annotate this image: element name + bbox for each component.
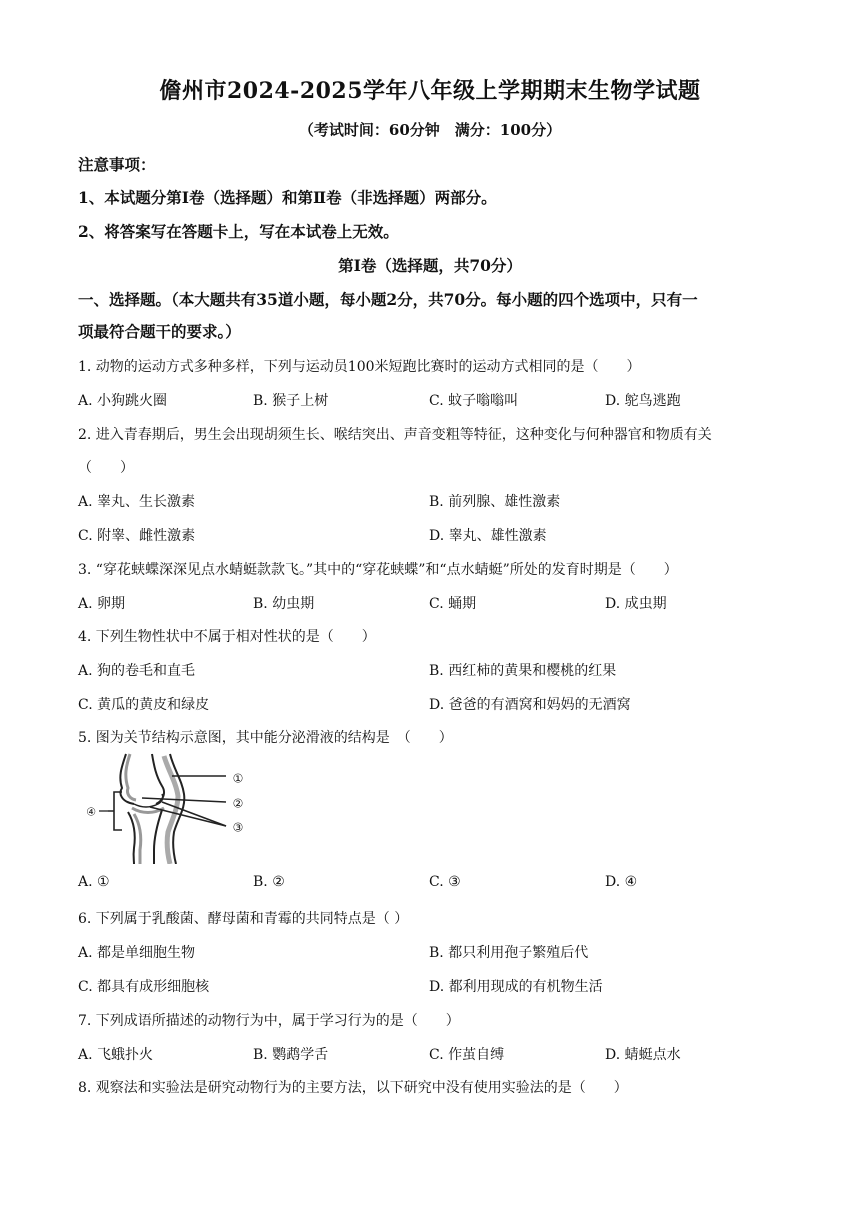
- label-4: ④: [86, 805, 96, 819]
- option-c[interactable]: C. ③: [429, 874, 461, 890]
- question-stem-cont: （ ）: [78, 460, 134, 476]
- section-intro-cont: 项最符合题干的要求。）: [78, 322, 241, 341]
- upper-bone-inner: [126, 754, 136, 800]
- leader-3a: [150, 807, 226, 826]
- exam-info: （考试时间：60分钟 满分：100分）: [298, 121, 562, 139]
- option-a[interactable]: A. 小狗跳火圈: [78, 393, 168, 409]
- option-b[interactable]: B. 西红柿的黄果和樱桃的红果: [429, 663, 617, 679]
- option-a[interactable]: A. 狗的卷毛和直毛: [78, 663, 196, 679]
- option-b[interactable]: B. 幼虫期: [253, 596, 315, 612]
- option-d[interactable]: D. 蜻蜓点水: [605, 1047, 681, 1063]
- question-stem: 6. 下列属于乳酸菌、酵母菌和青霉的共同特点是（ ）: [78, 911, 409, 927]
- lower-bone-right: [154, 810, 162, 864]
- notice-heading: 注意事项：: [78, 155, 156, 174]
- notice-item: 1、本试题分第Ⅰ卷（选择题）和第Ⅱ卷（非选择题）两部分。: [78, 188, 497, 207]
- section-intro: 一、选择题。（本大题共有35道小题，每小题2分，共70分。每小题的四个选项中，只有一: [78, 290, 698, 309]
- option-a[interactable]: A. 卵期: [78, 596, 126, 612]
- bracket-4: [108, 792, 122, 830]
- option-b[interactable]: B. 前列腺、雄性激素: [429, 494, 561, 510]
- page-title: 儋州市2024-2025学年八年级上学期期末生物学试题: [159, 78, 701, 104]
- option-d[interactable]: D. 鸵鸟逃跑: [605, 393, 681, 409]
- option-b[interactable]: B. ②: [253, 874, 285, 890]
- question-stem: 4. 下列生物性状中不属于相对性状的是（ ）: [78, 629, 376, 645]
- lower-bone-left: [128, 812, 135, 864]
- option-c[interactable]: C. 蛹期: [429, 596, 477, 612]
- question-stem: 2. 进入青春期后，男生会出现胡须生长、喉结突出、声音变粗等特征，这种变化与何种器官和物质有关: [78, 427, 712, 443]
- label-2: ②: [232, 796, 244, 811]
- option-c[interactable]: C. 都具有成形细胞核: [78, 979, 210, 995]
- question-stem: 8. 观察法和实验法是研究动物行为的主要方法，以下研究中没有使用实验法的是（ ）: [78, 1080, 628, 1096]
- question-stem: 1. 动物的运动方式多种多样，下列与运动员100米短跑比赛时的运动方式相同的是（ ）: [78, 359, 641, 375]
- option-b[interactable]: B. 鹦鹉学舌: [253, 1047, 329, 1063]
- option-a[interactable]: A. 飞蛾扑火: [78, 1047, 154, 1063]
- option-b[interactable]: B. 都只利用孢子繁殖后代: [429, 945, 589, 961]
- notice-item: 2、将答案写在答题卡上，写在本试卷上无效。: [78, 222, 399, 241]
- question-stem: 5. 图为关节结构示意图，其中能分泌滑液的结构是 （ ）: [78, 730, 453, 746]
- question-stem: 3. “穿花蛱蝶深深见点水蜻蜓款款飞。”其中的“穿花蛱蝶”和“点水蜻蜓”所处的发育时期是（ ）: [78, 562, 678, 578]
- option-c[interactable]: C. 作茧自缚: [429, 1047, 505, 1063]
- option-c[interactable]: C. 附睾、雌性激素: [78, 528, 196, 544]
- option-d[interactable]: D. 都利用现成的有机物生活: [429, 979, 603, 995]
- section-title: 第Ⅰ卷（选择题，共70分）: [338, 256, 522, 275]
- label-1: ①: [232, 771, 244, 786]
- option-a[interactable]: A. 睾丸、生长激素: [78, 494, 196, 510]
- option-a[interactable]: A. ①: [78, 874, 110, 890]
- joint-cavity: [134, 794, 163, 807]
- option-c[interactable]: C. 黄瓜的黄皮和绿皮: [78, 697, 210, 713]
- joint-structure-diagram: [78, 752, 278, 864]
- option-d[interactable]: D. 爸爸的有酒窝和妈妈的无酒窝: [429, 697, 631, 713]
- option-d[interactable]: D. 睾丸、雄性激素: [429, 528, 547, 544]
- label-3: ③: [232, 820, 244, 835]
- option-d[interactable]: D. 成虫期: [605, 596, 667, 612]
- option-d[interactable]: D. ④: [605, 874, 638, 890]
- option-c[interactable]: C. 蚊子嗡嗡叫: [429, 393, 519, 409]
- option-b[interactable]: B. 猴子上树: [253, 393, 329, 409]
- question-stem: 7. 下列成语所描述的动物行为中，属于学习行为的是（ ）: [78, 1013, 460, 1029]
- option-a[interactable]: A. 都是单细胞生物: [78, 945, 196, 961]
